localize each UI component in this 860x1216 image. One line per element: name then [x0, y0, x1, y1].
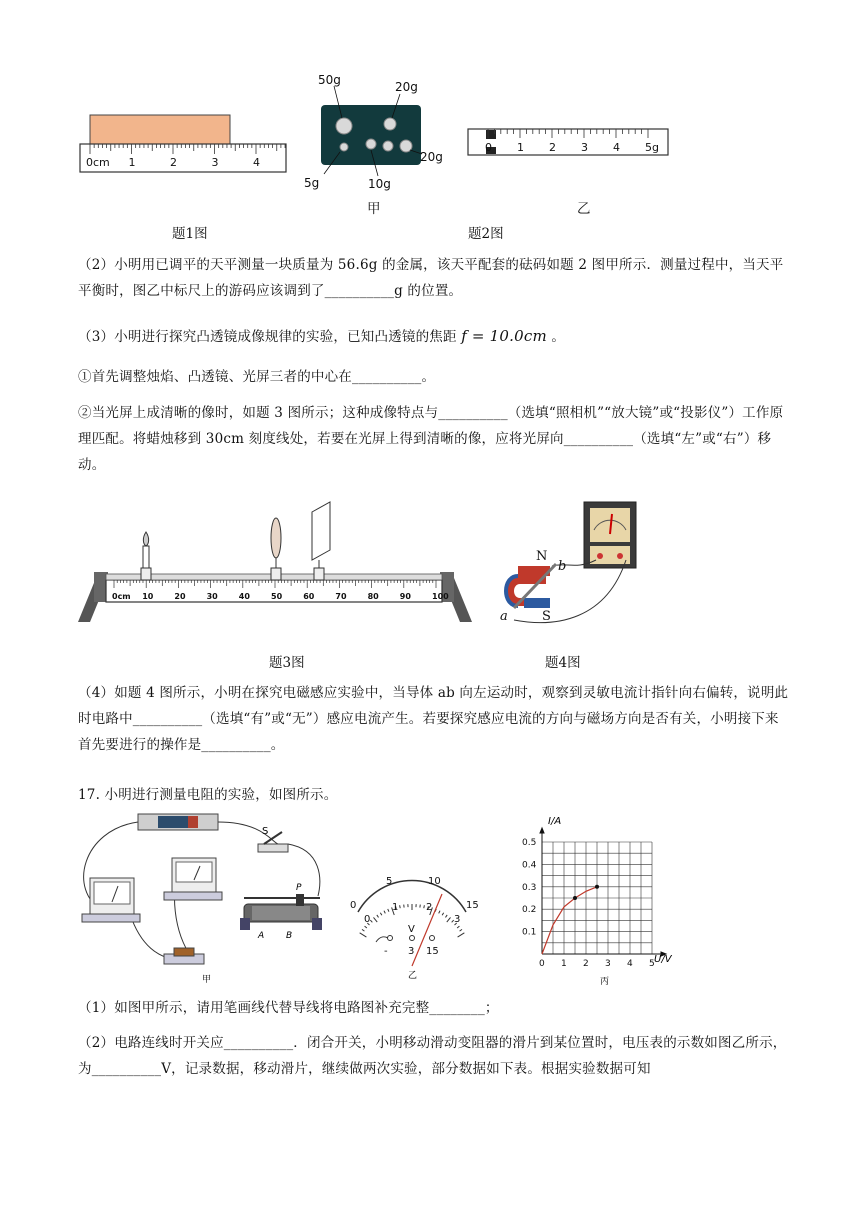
chart-xlabel: U/V [654, 954, 672, 965]
dial-tick [370, 920, 372, 922]
dial-tick [447, 917, 451, 922]
pole-n: N [536, 549, 548, 564]
fig3-bench-label: 70 [335, 592, 347, 601]
q16-part3-1: ①首先调整烛焰、凸透镜、光屏三者的中心在__________。 [78, 369, 436, 385]
dial-tick [380, 913, 382, 916]
q17-part2: （2）电路连线时开关应__________．闭合开关，小明移动滑动变阻器的滑片到某位置时，电压表的示数如图乙所示，为__________V，记录数据，移动滑片，继续做两次实验，部分数据如下表。根据实验数据可知 [78, 1035, 787, 1077]
dial-tick [362, 929, 364, 931]
light-screen [312, 502, 330, 580]
fig3-bench-label: 0cm [112, 592, 131, 601]
outer-scale-0: 0 [350, 900, 357, 911]
terminal-15: 15 [426, 946, 439, 957]
outer-scale-15: 15 [466, 900, 479, 911]
dial-tick [384, 911, 385, 914]
weight-10g [366, 139, 376, 149]
q17-title: 17. 小明进行测量电阻的实验，如图所示。 [78, 787, 338, 803]
switch-label: S [262, 826, 269, 837]
chart-y-arrow [540, 828, 544, 833]
chart-data-point [573, 896, 577, 900]
dial-tick [365, 926, 367, 928]
rheostat-terminal-a: A [258, 931, 265, 941]
fig7-caption: 丙 [600, 977, 610, 987]
fig1-ruler-figure [78, 112, 288, 174]
label-50g: 50g [318, 73, 341, 87]
fig3-caption: 题3图 [269, 655, 305, 671]
fig6-caption: 乙 [408, 971, 418, 981]
conductor-end-a: a [500, 609, 508, 624]
dial-tick [373, 917, 377, 922]
fig3-bench-label: 50 [271, 592, 283, 601]
fig2-weights [300, 70, 450, 192]
fig2-scale-label: 3 [581, 141, 588, 154]
fig3-bench-label: 40 [238, 592, 250, 601]
rheostat [240, 894, 322, 930]
dial-tick [457, 926, 459, 928]
fig1-ruler-label: 3 [211, 156, 219, 169]
chart-x-tick-label: 0 [539, 959, 545, 969]
dial-tick [445, 915, 447, 917]
weight-5g [340, 143, 348, 151]
fig3-bench-label: 100 [432, 592, 449, 601]
fig1-ruler-label: 4 [253, 156, 260, 169]
ammeter [82, 878, 140, 922]
q16-part3-2: ②当光屏上成清晰的像时，如题 3 图所示；这种成像特点与__________（选填“照相机”“放大镜”或“投影仪”）工作原理匹配。将蜡烛移到 30cm 刻度线处，若要在光屏上得到清晰的像，应将光屏向__________（选填“左”或“右”）移动。 [78, 405, 784, 473]
q16-part4: （4）如题 4 图所示，小明在探究电磁感应实验中，当导体 ab 向左运动时，观察到灵敏电流计指针向右偏转，说明此时电路中__________（选填“有”或“无”）感应电流产生。若要探究感应电流的方向与磁场方向是否有关，小明接下来首先要进行的操作是__________。 [78, 685, 789, 753]
fig3-bench-label: 60 [303, 592, 315, 601]
fig2-scale-label: 1 [517, 141, 524, 154]
q16-part2: （2）小明用已调平的天平测量一块质量为 56.6g 的金属，该天平配套的砝码如题 2 图甲所示．测量过程中，当天平平衡时，图乙中标尺上的游码应该调到了__________g 的位置。 [78, 257, 784, 299]
dial-tick [439, 911, 440, 914]
fig2-scale-label: 0 [485, 141, 492, 154]
resistor [164, 948, 204, 964]
outer-scale-10: 10 [428, 876, 441, 887]
fig7-iu-graph [520, 812, 680, 990]
fig1-caption: 题1图 [172, 226, 208, 242]
fig2-scale-figure [466, 127, 670, 157]
fig3-bench-label: 20 [174, 592, 186, 601]
outer-scale-5: 5 [386, 876, 393, 887]
inner-scale-2: 2 [426, 902, 433, 913]
fig3-optical-bench [76, 500, 474, 628]
battery [138, 814, 218, 830]
fig4-induction-figure [496, 500, 644, 628]
fig2-scale-label: 5g [645, 141, 659, 154]
chart-y-tick-label: 0.1 [522, 927, 537, 938]
fig3-bench-label: 30 [206, 592, 218, 601]
fig3-bench-label: 90 [399, 592, 411, 601]
q16-part3 [78, 323, 790, 350]
fig1-block [90, 115, 230, 144]
voltmeter [164, 858, 222, 900]
u-magnet [506, 566, 550, 608]
chart-y-tick-label: 0.3 [522, 882, 537, 893]
fig1-ruler-label: 2 [170, 156, 177, 169]
fig1-ruler-label: 1 [128, 156, 136, 169]
fig5-caption: 甲 [202, 975, 212, 985]
chart-y-tick-label: 0.5 [522, 838, 537, 848]
q16-part3-text: （3）小明进行探究凸透镜成像规律的实验，已知凸透镜的焦距 [78, 329, 457, 345]
candle [141, 532, 151, 580]
chart-y-tick-label: 0.2 [522, 905, 537, 916]
dial-tick [424, 905, 425, 908]
chart-x-tick-label: 5 [649, 959, 655, 969]
fig2-scale-label: 2 [549, 141, 556, 154]
rheostat-slider-label: P [296, 883, 302, 893]
dial-tick [400, 905, 401, 908]
inner-scale-3: 3 [454, 914, 461, 925]
chart-x-tick-label: 2 [583, 959, 589, 969]
label-20g-right: 20g [420, 150, 443, 164]
inner-scale-0: 0 [364, 914, 371, 925]
conductor-end-b: b [558, 559, 567, 574]
dial-tick [360, 933, 367, 937]
galvanometer [584, 502, 636, 568]
dial-tick [377, 915, 379, 917]
chart-ylabel: I/A [548, 816, 562, 827]
fig3-bench-label: 80 [367, 592, 379, 601]
chart-x-tick-label: 3 [605, 959, 611, 969]
fig2-label-yi: 乙 [577, 201, 591, 217]
pole-s: S [542, 609, 551, 624]
fig2-caption: 题2图 [468, 226, 504, 242]
chart-data-point [595, 885, 599, 889]
chart-x-tick-label: 4 [627, 959, 633, 969]
label-5g: 5g [304, 176, 320, 190]
fig1-ruler-label: 0cm [86, 156, 110, 169]
fig3-bench-label: 10 [142, 592, 154, 601]
terminal-minus: - [384, 946, 388, 957]
weight-50g [336, 118, 352, 134]
dial-tick [458, 933, 465, 937]
convex-lens [271, 518, 281, 580]
weight-20g-a [384, 118, 396, 130]
fig2-label-jia: 甲 [367, 201, 381, 217]
label-10g: 10g [368, 177, 391, 191]
chart-y-tick-label: 0.4 [522, 860, 537, 871]
focal-length-formula: f = 10.0cm [461, 327, 547, 345]
fig4-caption: 题4图 [545, 655, 581, 671]
inner-scale-1: 1 [392, 902, 399, 913]
rheostat-terminal-b: B [286, 931, 293, 941]
fig6-voltmeter-dial [342, 860, 482, 982]
dial-tick [460, 929, 462, 931]
label-20g-top: 20g [395, 80, 418, 94]
dial-tick [388, 909, 389, 912]
fig2-scale-label: 4 [613, 141, 620, 154]
terminal-3: 3 [408, 946, 415, 957]
weight-slot [383, 141, 393, 151]
fig5-circuit [72, 810, 334, 985]
q17-part1: （1）如图甲所示，请用笔画线代替导线将电路图补充完整________； [78, 1000, 499, 1016]
unit-v: V [408, 924, 415, 935]
dial-tick [442, 913, 444, 916]
q16-part3-tail: 。 [551, 329, 566, 345]
chart-x-tick-label: 1 [561, 959, 567, 969]
